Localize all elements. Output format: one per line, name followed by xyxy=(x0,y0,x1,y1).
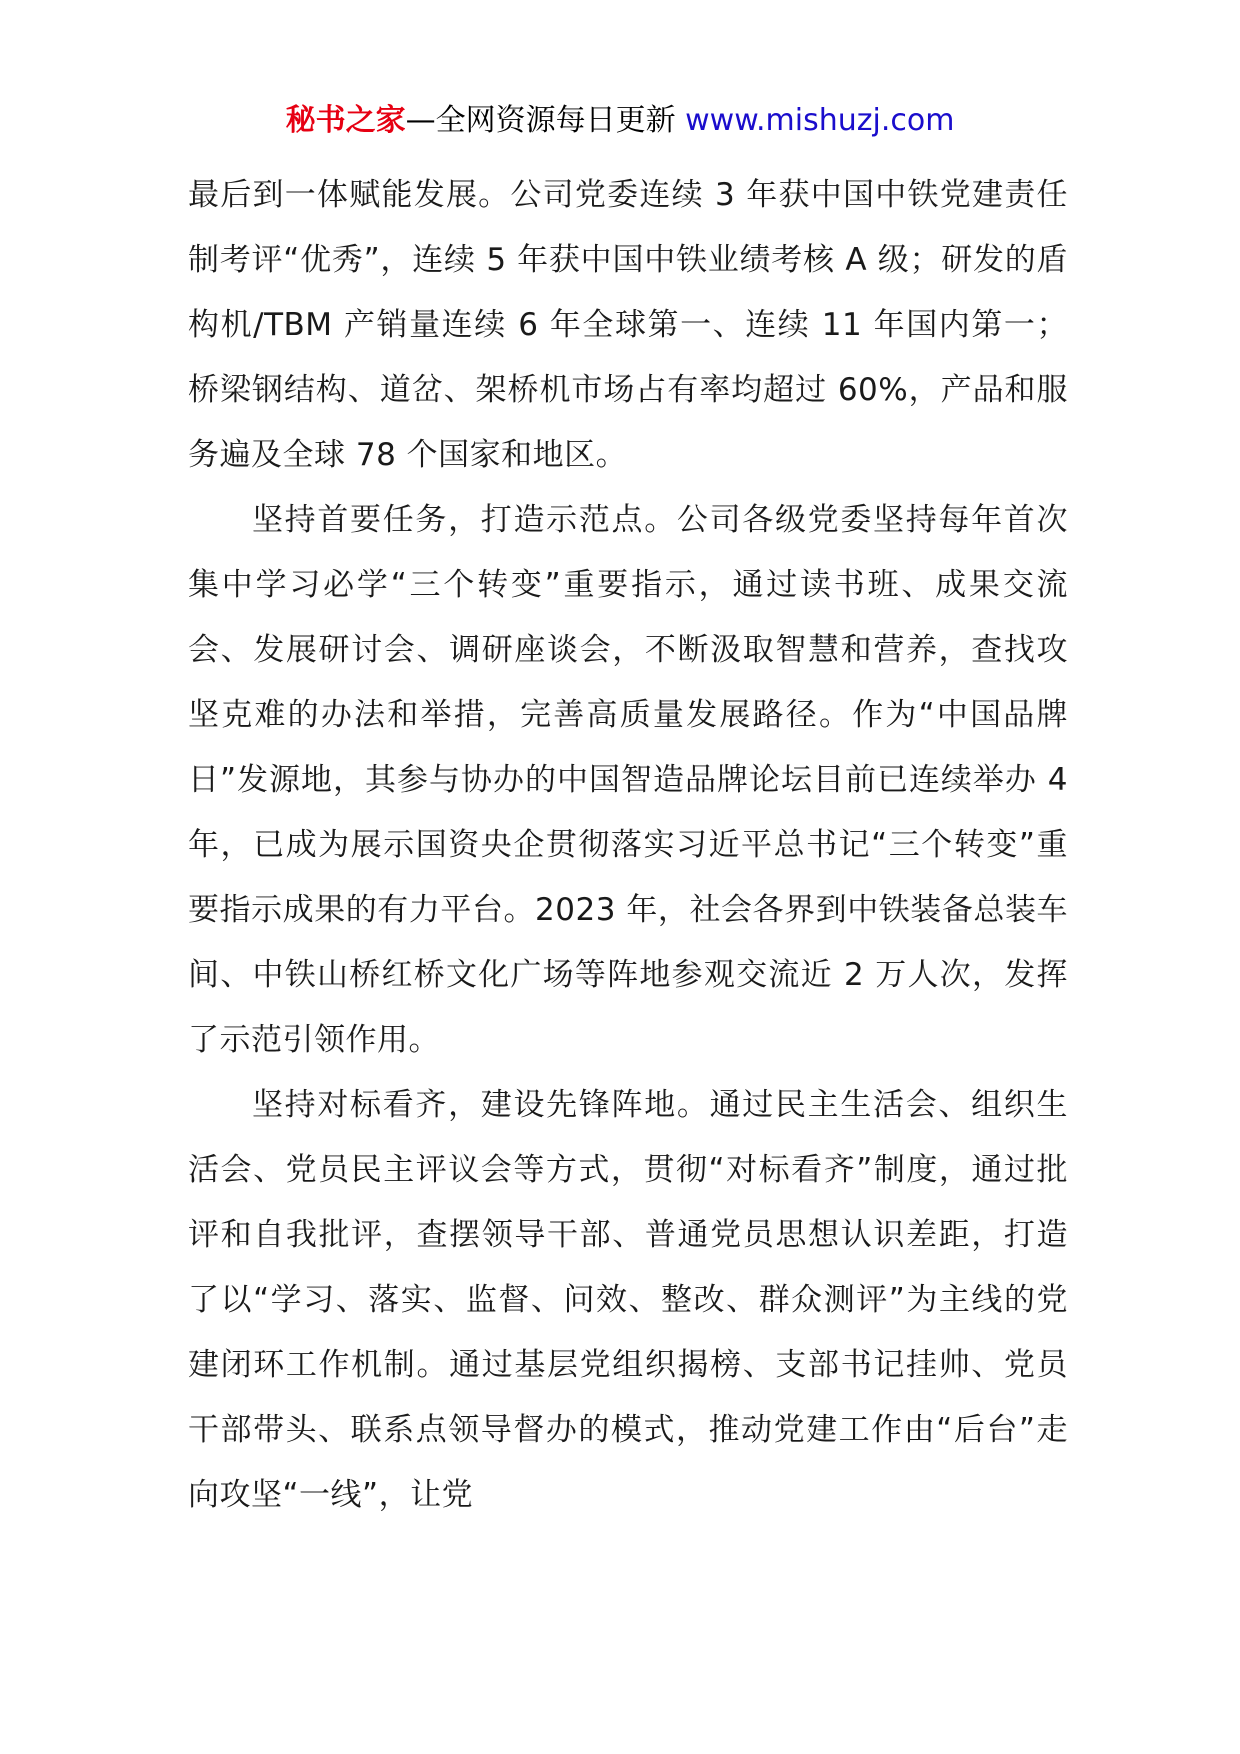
paragraph-benchmarking: 坚持对标看齐，建设先锋阵地。通过民主生活会、组织生活会、党员民主评议会等方式，贯彻“对标看齐”制度，通过批评和自我批评，查摆领导干部、普通党员思想认识差距，打造了以“学习、落实、监督、问效、整改、群众测评”为主线的党建闭环工作机制。通过基层党组织揭榜、支部书记挂帅、党员干部带头、联系点领导督办的模式，推动党建工作由“后台”走向攻坚“一线”，让党 xyxy=(188,1087,1068,1513)
paragraph-primary-task: 坚持首要任务，打造示范点。公司各级党委坚持每年首次集中学习必学“三个转变”重要指示，通过读书班、成果交流会、发展研讨会、调研座谈会，不断汲取智慧和营养，查找攻坚克难的办法和举措，完善高质量发展路径。作为“中国品牌日”发源地，其参与协办的中国智造品牌论坛目前已连续举办 4 年，已成为展示国资央企贯彻落实习近平总书记“三个转变”重要指示成果的有力平台。2023 年，社会各界到中铁装备总装车间、中铁山桥红桥文化广场等阵地参观交流近 2 万人次，发挥了示范引领作用。 xyxy=(188,502,1068,1058)
site-url-link[interactable]: www.mishuzj.com xyxy=(685,103,955,138)
site-header xyxy=(0,98,1240,144)
site-slogan: —全网资源每日更新 xyxy=(405,103,676,138)
document-body xyxy=(188,163,1068,1528)
site-brand: 秘书之家 xyxy=(285,103,406,138)
paragraph-continuation: 最后到一体赋能发展。公司党委连续 3 年获中国中铁党建责任制考评“优秀”，连续 5 年获中国中铁业绩考核 A 级；研发的盾构机/TBM 产销量连续 6 年全球第一、连续 11 年国内第一；桥梁钢结构、道岔、架桥机市场占有率均超过 60%，产品和服务遍及全球 78 个国家和地区。 xyxy=(188,177,1068,473)
